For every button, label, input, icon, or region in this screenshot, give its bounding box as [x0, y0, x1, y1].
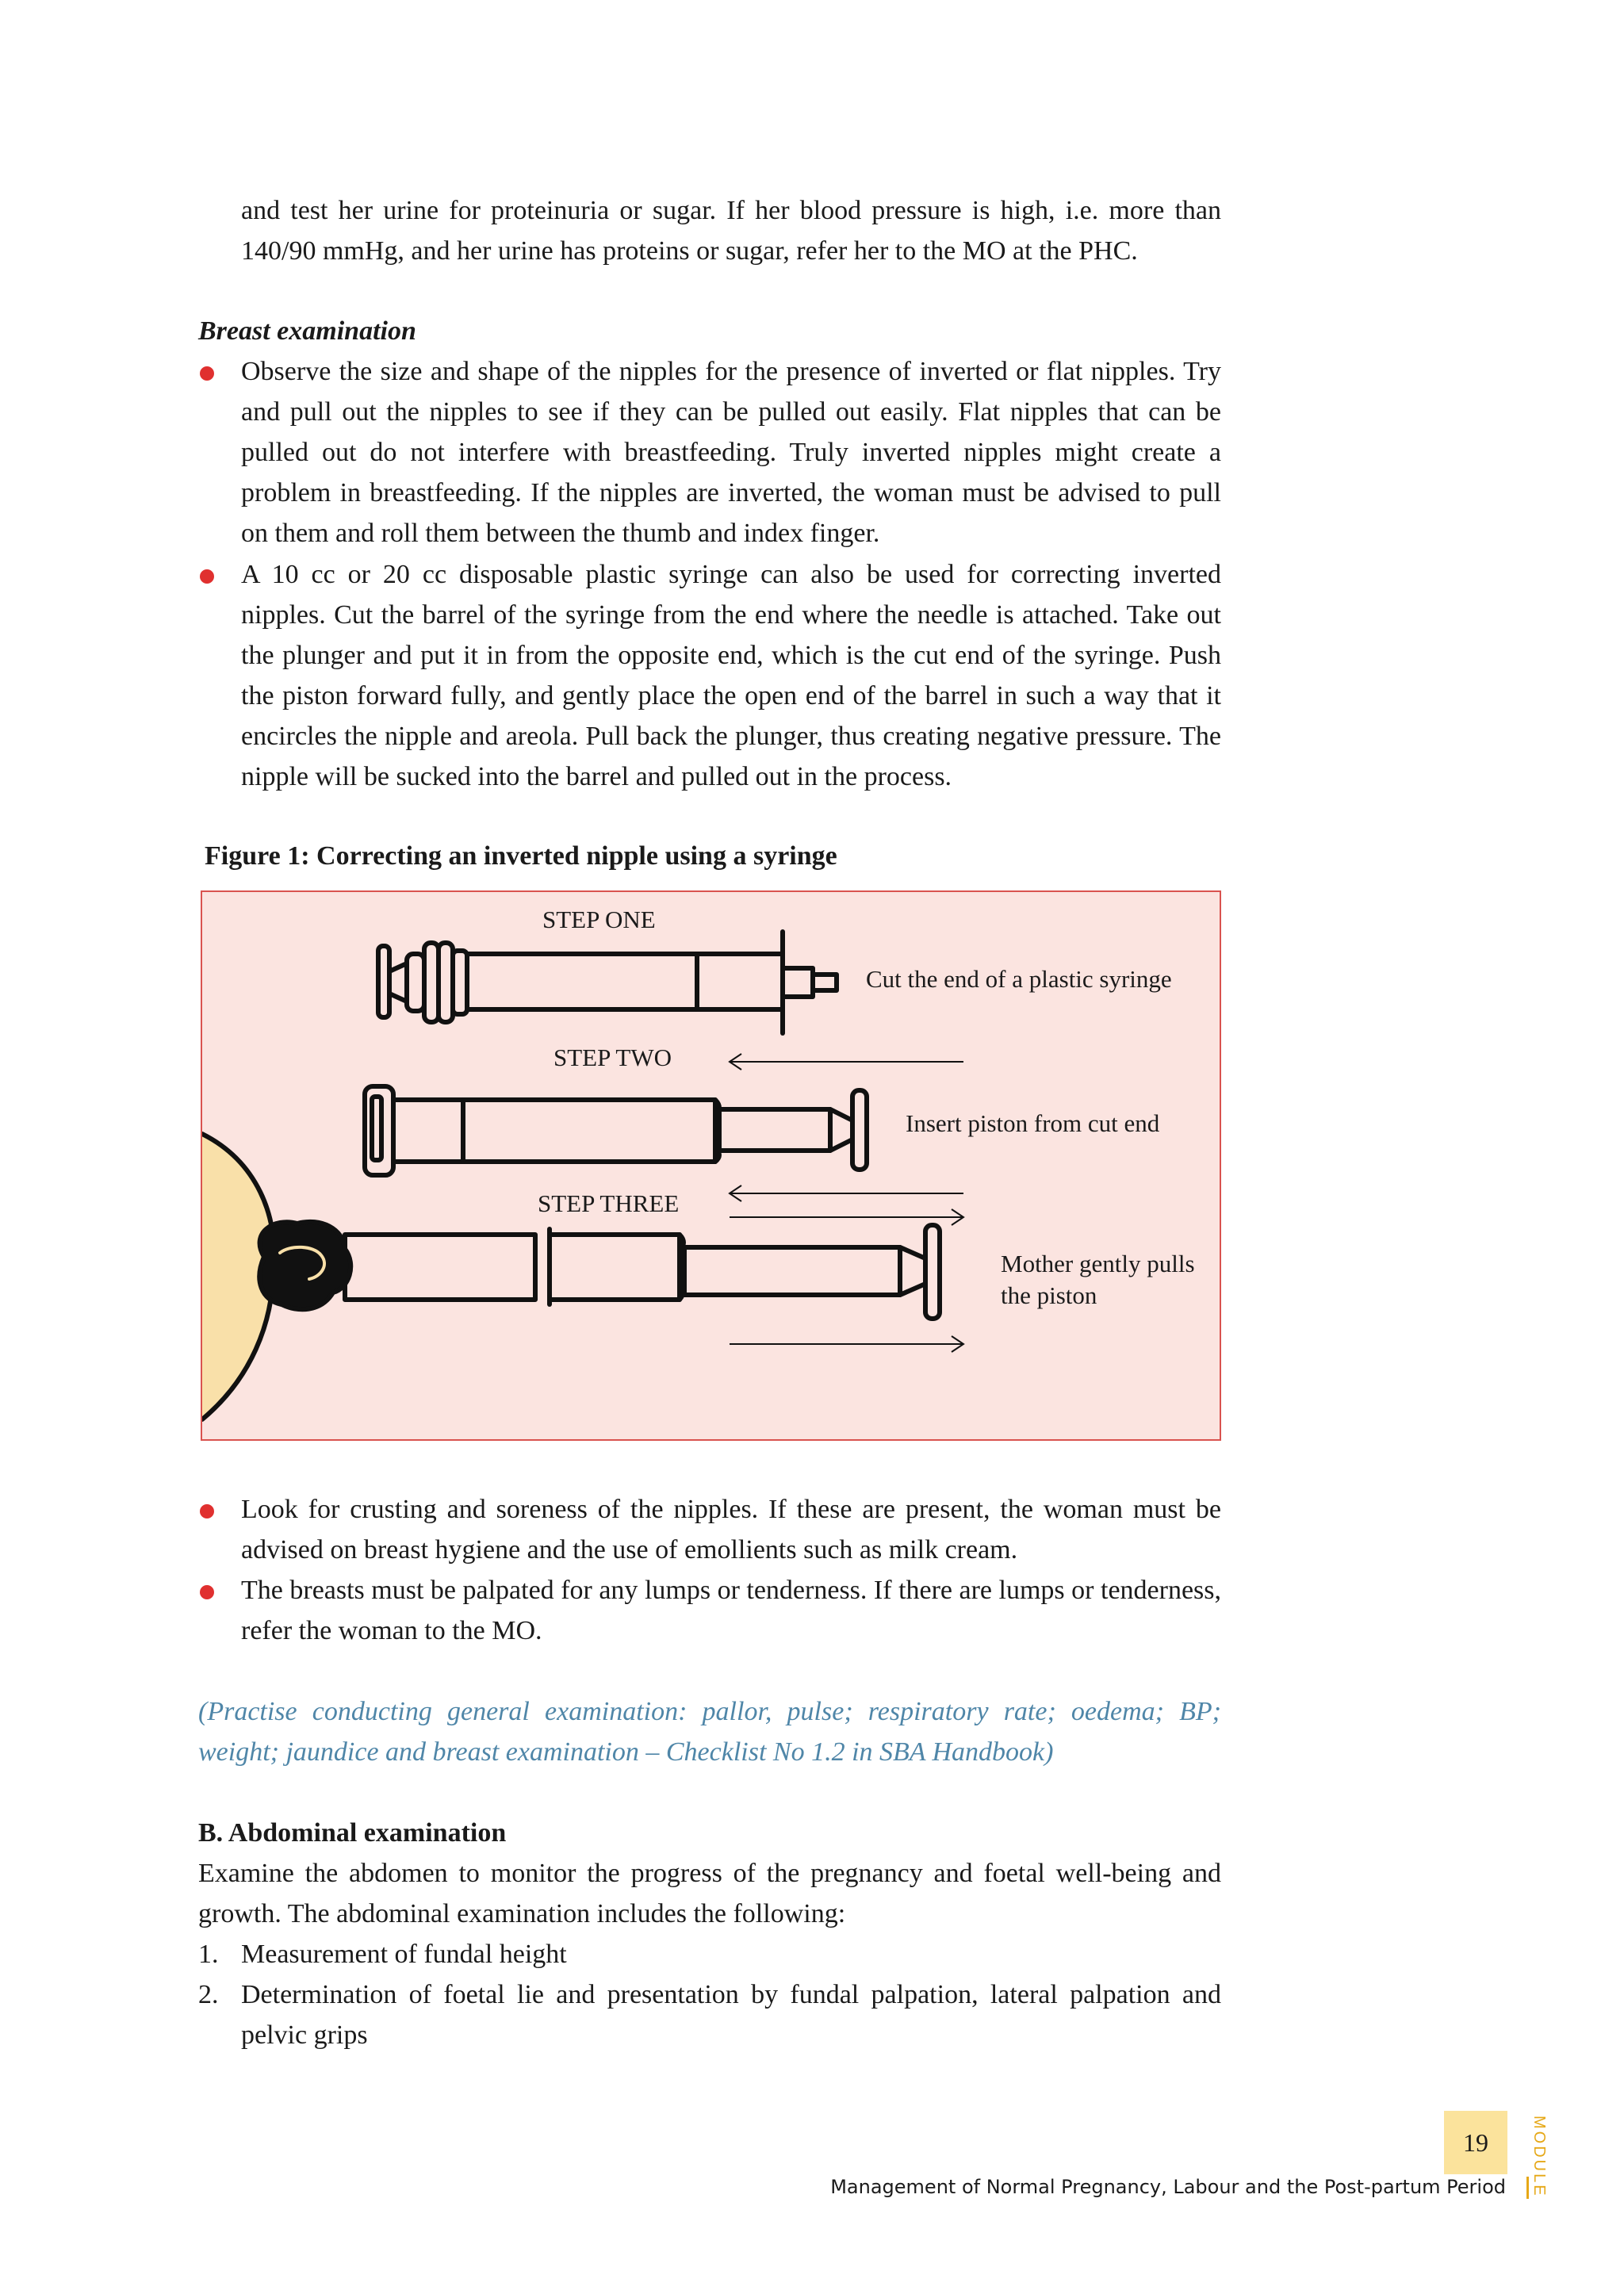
- footer-title: Management of Normal Pregnancy, Labour and the Post-partum Period: [830, 2176, 1506, 2198]
- syringe-step-three: [259, 1222, 940, 1319]
- practice-note: (Practise conducting general examination: pallor, pulse; respiratory rate; oedema; BP; weight; jaundice and breast examination – Checklist No 1.2 in SBA Handbook): [198, 1697, 1221, 1767]
- breast-exam-heading: Breast examination: [198, 316, 416, 346]
- abdominal-exam-heading: B. Abdominal examination: [198, 1818, 507, 1848]
- syringe-step-two: [365, 1086, 867, 1175]
- list-number: 2.: [198, 1980, 219, 2009]
- page-number: 19: [1444, 2111, 1507, 2174]
- syringe-figure: [201, 890, 1221, 1441]
- step-two-label: STEP TWO: [553, 1044, 672, 1071]
- list-item: Determination of foetal lie and presentation by fundal palpation, lateral palpation and pelvic grips: [241, 1980, 1221, 2050]
- bullet-text: Look for crusting and soreness of the nipples. If these are present, the woman must be advised on breast hygiene and the use of emollients such as milk cream.: [241, 1495, 1221, 1564]
- module-bar: [1526, 2177, 1529, 2199]
- module-label: MODULE: [1530, 2116, 1548, 2198]
- step-three-caption-line1: Mother gently pulls: [1001, 1250, 1195, 1277]
- bullet-text: A 10 cc or 20 cc disposable plastic syringe can also be used for correcting inverted nipples. Cut the barrel of the syringe from the end where the needle is attached. Take out the plunger and put it in from the opposite end, which is the cut end of the syringe. Push the piston forward fully, and gently place the open end of the barrel in such a way that it encircles the nipple and areola. Pull back the plunger, thus creating negative pressure. The nipple will be sucked into the barrel and pulled out in the process.: [241, 560, 1221, 791]
- step-three-label: STEP THREE: [538, 1189, 680, 1217]
- syringe-step-one: [378, 932, 837, 1033]
- intro-paragraph: and test her urine for proteinuria or sugar. If her blood pressure is high, i.e. more than 140/90 mmHg, and her urine has proteins or sugar, refer her to the MO at the PHC.: [241, 196, 1221, 266]
- bullet-marker: [200, 366, 214, 381]
- step-three-caption-line2: the piston: [1001, 1281, 1097, 1309]
- bullet-text: Observe the size and shape of the nipples for the presence of inverted or flat nipples. Try and pull out the nipples to see if they can be pulled out easily. Flat nipples that can be pulled out do not interfere with breastfeeding. Truly inverted nipples might create a problem in breastfeeding. If the nipples are inverted, the woman must be advised to pull on them and roll them between the thumb and index finger.: [241, 357, 1221, 548]
- bullet-marker: [200, 1585, 214, 1599]
- list-item: Measurement of fundal height: [241, 1940, 567, 1969]
- direction-arrows: [730, 1054, 963, 1352]
- step-one-caption: Cut the end of a plastic syringe: [866, 965, 1172, 993]
- step-one-label: STEP ONE: [542, 906, 656, 933]
- step-two-caption: Insert piston from cut end: [906, 1109, 1160, 1137]
- abdominal-intro: Examine the abdomen to monitor the progress of the pregnancy and foetal well-being and growth. The abdominal examination includes the following:: [198, 1859, 1221, 1928]
- bullet-marker: [200, 569, 214, 584]
- list-number: 1.: [198, 1940, 219, 1969]
- bullet-marker: [200, 1504, 214, 1518]
- figure-title: Figure 1: Correcting an inverted nipple using a syringe: [205, 841, 837, 871]
- bullet-text: The breasts must be palpated for any lumps or tenderness. If there are lumps or tenderness, refer the woman to the MO.: [241, 1576, 1221, 1645]
